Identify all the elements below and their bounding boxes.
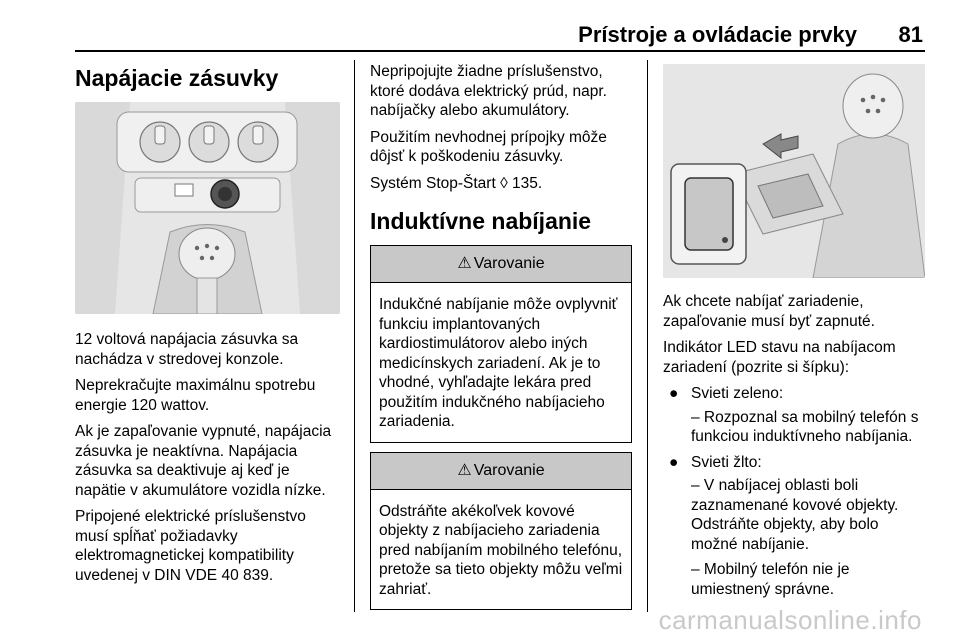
warning-title: Varovanie (473, 461, 545, 479)
page-number: 81 (898, 22, 923, 47)
header-rule (75, 50, 925, 52)
warning-header (371, 453, 631, 490)
paragraph: Ak chcete nabíjať zariadenie, zapaľovanie musí byť zapnuté. (663, 293, 875, 330)
paragraph: Systém Stop-Štart ◊ 135. (370, 174, 543, 192)
warning-icon: ⚠ (457, 461, 472, 479)
column-divider-1 (354, 60, 355, 612)
header-title: Prístroje a ovládacie prvky (578, 22, 857, 47)
left-column (75, 62, 340, 592)
paragraph: 12 voltová napájacia zásuvka sa nachádza v stredovej konzole. (75, 331, 299, 368)
sub-item: – Rozpoznal sa mobilný telefón s funkciou induktívneho nabíjania. (691, 408, 919, 445)
section-title-power-outlets: Napájacie zásuvky (75, 65, 279, 91)
bullet-marker: ● (669, 385, 679, 402)
watermark: carmanualsonline.info (658, 605, 922, 635)
warning-title: Varovanie (473, 255, 545, 273)
section-title-inductive-charging: Induktívne nabíjanie (370, 208, 592, 234)
console-outlet-drawing (75, 102, 340, 314)
paragraph: Neprekračujte maximálnu spotrebu energie 120 wattov. (75, 377, 316, 414)
warning-box-1 (370, 245, 632, 443)
power-outlet-illustration (75, 102, 340, 314)
sub-item: – Mobilný telefón nie je umiestnený správne. (691, 561, 850, 598)
page-header (75, 0, 925, 48)
paragraph: Indikátor LED stavu na nabíjacom zariadení (pozrite si šípku): (663, 339, 896, 376)
warning-text: Indukčné nabíjanie môže ovplyvniť funkciu implantovaných kardiostimulátorov alebo iných medicínskych zariadení. Ak je to vhodné, vyhľadajte lekára pred použitím indukčného nabíjacieho zariadenia. (379, 296, 618, 430)
charging-pad-drawing (663, 64, 925, 278)
right-column (663, 62, 925, 605)
paragraph: Ak je zapaľovanie vypnuté, napájacia zásuvka je neaktívna. Napájacia zásuvka sa deaktivuje aj keď je napätie v akumulátore vozidla nízke. (75, 423, 332, 499)
paragraph: Pripojené elektrické príslušenstvo musí spĺňať požiadavky elektromagnetickej kompatibility uvedenej v DIN VDE 40 839. (75, 508, 306, 584)
paragraph: Nepripojujte žiadne príslušenstvo, ktoré dodáva elektrický prúd, napr. nabíjačky alebo akumulátory. (370, 63, 607, 119)
warning-icon: ⚠ (457, 255, 472, 273)
list-item (663, 453, 925, 473)
warning-header (371, 246, 631, 283)
inductive-charger-illustration (663, 64, 925, 278)
warning-text: Odstráňte akékoľvek kovové objekty z nabíjacieho zariadenia pred nabíjaním mobilného telefónu, pretože sa tieto objekty môžu veľmi zahriať. (379, 502, 623, 598)
bullet-label: Svieti žlto: (691, 453, 762, 471)
bullet-marker: ● (669, 453, 679, 471)
warning-box-2 (370, 452, 632, 611)
paragraph: Použitím nevhodnej prípojky môže dôjsť k poškodeniu zásuvky. (370, 128, 607, 165)
middle-column (370, 62, 632, 610)
sub-item: – V nabíjacej oblasti boli zaznamenané kovové objekty. Odstráňte objekty, aby bolo možné nabíjanie. (691, 477, 899, 553)
bullet-label: Svieti zeleno: (691, 385, 784, 402)
column-divider-2 (647, 60, 648, 612)
list-item (663, 384, 925, 404)
